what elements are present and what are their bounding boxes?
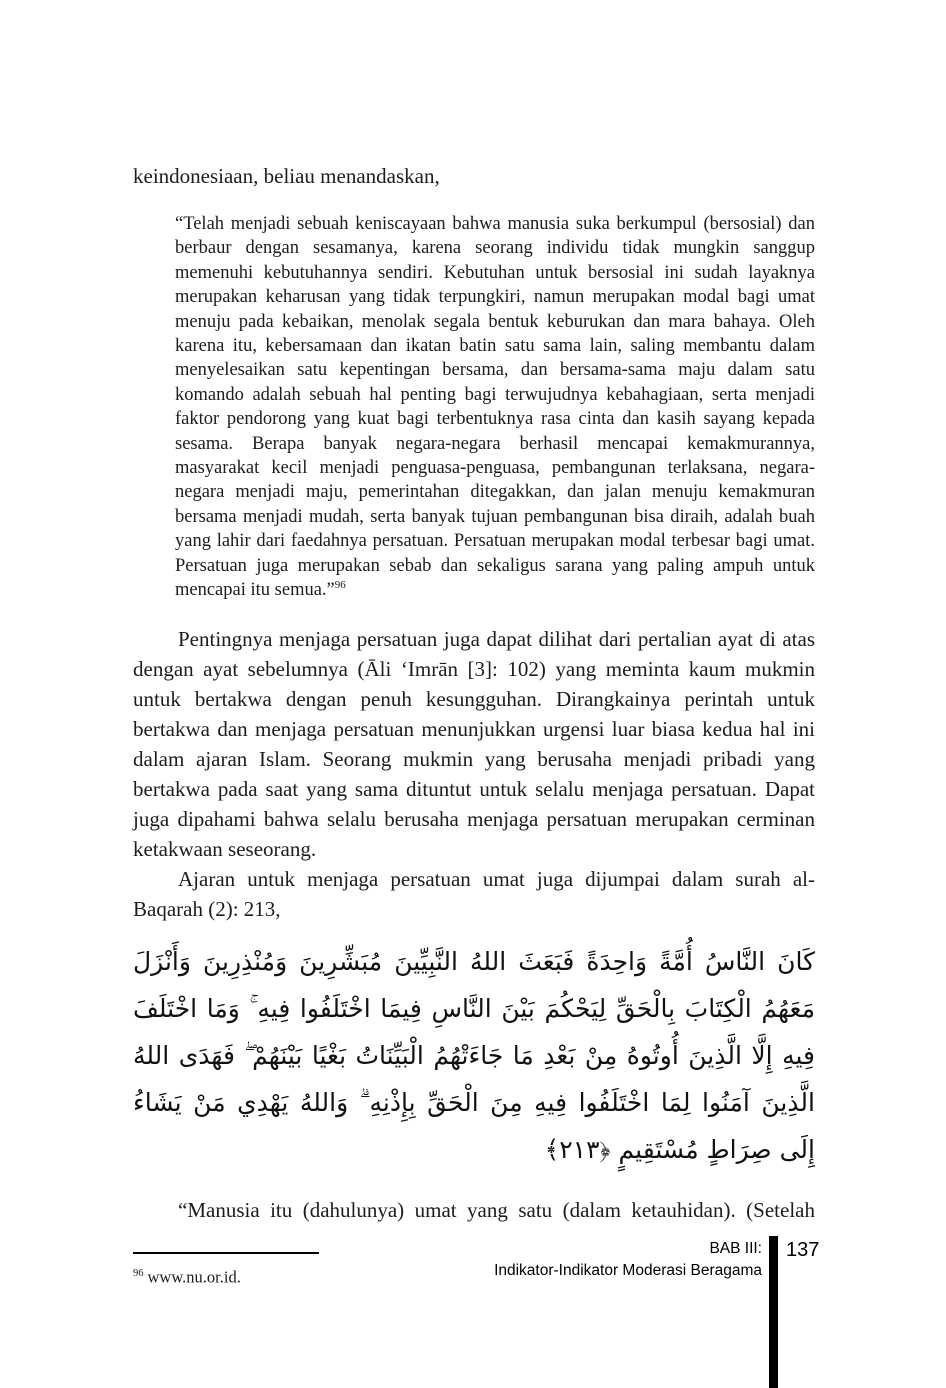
page-number: 137 xyxy=(786,1239,820,1261)
chapter-subtitle: Indikator-Indikator Moderasi Beragama xyxy=(494,1262,762,1279)
paragraph-al-baqarah-intro: Ajaran untuk menjaga persatuan umat juga dijumpai dalam surah al-Baqarah (2): 213, xyxy=(133,866,815,921)
footnote-number: 96 xyxy=(133,1267,144,1279)
footnote-divider xyxy=(133,1252,319,1254)
block-quote-text: “Telah menjadi sebuah keniscayaan bahwa manusia suka berkumpul (bersosial) dan berbaur dengan sesamanya, karena seorang individu tidak mungkin sanggup memenuhi kebutuhannya sendiri. Kebutuhan untuk bersosial ini sudah layaknya merupakan keharusan yang tidak terpungkiri, namun merupakan modal bagi umat menuju pada kebaikan, menolak segala bentuk keburukan dan mara bahaya. Oleh karena itu, kebersamaan dan ikatan batin satu sama lain, saling membantu dalam menyelesaikan satu kepentingan bersama, dan bersama-sama maju dalam satu komando adalah sebuah hal penting bagi terwujudnya kebahagiaan, serta menjadi faktor pendorong yang kuat bagi terbentuknya rasa cinta dan kasih sayang kepada sesama. Berapa banyak negara-negara berhasil mencapai kemakmurannya, masyarakat kecil menjadi penguasa-penguasa, pembangunan terlaksana, negara-negara menjadi maju, pemerintahan ditegakkan, dan jalan menuju kemakmuran bersama menjadi mudah, serta banyak tujuan pembangunan bisa diraih, adalah buah yang lahir dari faedahnya persatuan. Persatuan merupakan modal terbesar bagi umat. Persatuan juga merupakan sebab dan sekaligus sarana yang paling ampuh untuk mencapai itu semua.” xyxy=(175,214,815,601)
paragraph-persatuan: Pentingnya menjaga persatuan juga dapat dilihat dari pertalian ayat di atas dengan ayat sebelumnya (Āli ‘Imrān [3]: 102) yang meminta kaum mukmin untuk bertakwa dengan penuh kesungguhan. Dirangkainya perintah untuk bertakwa dan menjaga persatuan menunjukkan urgensi luar biasa kedua hal ini dalam ajaran Islam. Seorang mukmin yang berusaha menjadi pribadi yang bertakwa pada saat yang sama dituntut untuk selalu menjaga persatuan. Dapat juga dipahami bahwa selalu berusaha menjaga persatuan merupakan cerminan ketakwaan seseorang. xyxy=(133,626,815,861)
footnote-text: www.nu.or.id. xyxy=(147,1267,241,1286)
lead-in-text: keindonesiaan, beliau menandaskan, xyxy=(133,164,440,188)
footer-bar-divider xyxy=(769,1236,778,1388)
arabic-verse: كَانَ النَّاسُ أُمَّةً وَاحِدَةً فَبَعَثَ اللهُ النَّبِيِّينَ مُبَشِّرِينَ وَمُنْذِرِينَ وَأَنْزَلَ مَعَهُمُ الْكِتَابَ بِالْحَقِّ لِيَحْكُمَ بَيْنَ النَّاسِ فِيمَا اخْتَلَفُوا فِيهِ ۚ وَمَا اخْتَلَفَ فِيهِ إِلَّا الَّذِينَ أُوتُوهُ مِنْ بَعْدِ مَا جَاءَتْهُمُ الْبَيِّنَاتُ بَغْيًا بَيْنَهُمْ ۖ فَهَدَى اللهُ الَّذِينَ آمَنُوا لِمَا اخْتَلَفُوا فِيهِ مِنَ الْحَقِّ بِإِذْنِهِ ۗ وَاللهُ يَهْدِي مَنْ يَشَاءُ إِلَى صِرَاطٍ مُسْتَقِيمٍ ﴿٢١٣﴾ xyxy=(133,946,815,1164)
running-footer xyxy=(494,1238,762,1282)
footnote-reference: 96 xyxy=(334,578,346,591)
block-quote xyxy=(175,212,815,603)
chapter-label: BAB III: xyxy=(709,1240,762,1257)
translation-first-line: “Manusia itu (dahulunya) umat yang satu (dalam ketauhidan). (Setelah xyxy=(178,1197,815,1222)
